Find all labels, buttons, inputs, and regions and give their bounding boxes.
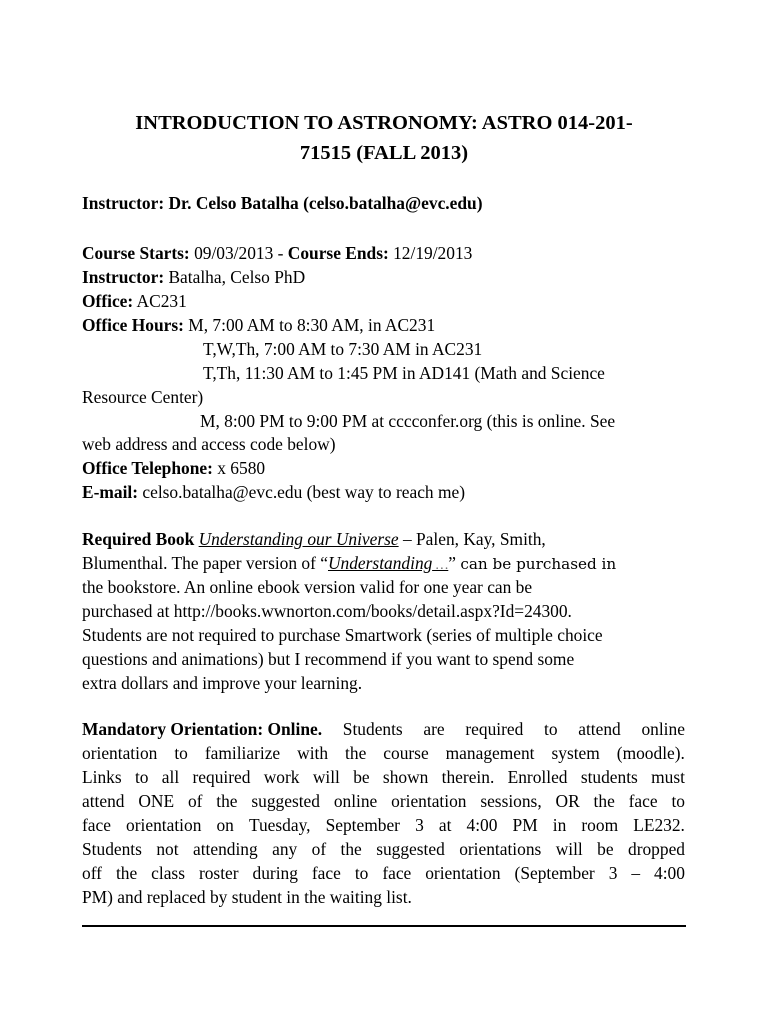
book-label: Required Book bbox=[82, 529, 195, 549]
instructor-label: Instructor: bbox=[82, 267, 165, 287]
book-line-5: Students are not required to purchase Smartwork (series of multiple choice bbox=[82, 625, 603, 645]
orientation-line-1 bbox=[82, 719, 685, 740]
orientation-word: roster bbox=[198, 863, 239, 883]
orientation-line-3 bbox=[82, 767, 685, 788]
orientation-word: orientation bbox=[82, 743, 158, 763]
office-hours-line-3: T,Th, 11:30 AM to 1:45 PM in AD141 (Math and Science bbox=[203, 363, 605, 383]
orientation-word: Links bbox=[82, 767, 122, 787]
orientation-word: course bbox=[383, 743, 429, 763]
orientation-word: room bbox=[581, 815, 619, 835]
orientation-word: 3 bbox=[608, 863, 618, 883]
orientation-word: suggested bbox=[251, 791, 320, 811]
orientation-word: face bbox=[628, 791, 658, 811]
book-line-2-c: can be purchased in bbox=[460, 555, 617, 573]
orientation-word: work bbox=[263, 767, 300, 787]
title-line-1: INTRODUCTION TO ASTRONOMY: ASTRO 014-201- bbox=[135, 112, 633, 134]
orientation-word: face bbox=[82, 815, 111, 835]
orientation-word: required bbox=[465, 719, 524, 739]
orientation-word: 3 bbox=[415, 815, 424, 835]
orientation-word: not bbox=[156, 839, 179, 859]
orientation-word: attend bbox=[82, 791, 125, 811]
office-hours-line-5: M, 8:00 PM to 9:00 PM at cccconfer.org (this is online. See bbox=[200, 411, 616, 431]
email-label: E-mail: bbox=[82, 482, 139, 502]
book-line-4: purchased at http://books.wwnorton.com/books/detail.aspx?Id=24300. bbox=[82, 601, 572, 621]
orientation-line-4 bbox=[82, 791, 685, 812]
orientation-word: September bbox=[325, 815, 400, 835]
orientation-word: with bbox=[297, 743, 329, 763]
page-title bbox=[82, 108, 686, 168]
book-authors: – Palen, Kay, Smith, bbox=[398, 529, 546, 549]
orientation-word: online bbox=[333, 791, 378, 811]
orientation-word: be bbox=[353, 767, 370, 787]
orientation-word: will bbox=[555, 839, 583, 859]
orientation-word: will bbox=[312, 767, 340, 787]
orientation-word: OR bbox=[555, 791, 580, 811]
orientation-line-6 bbox=[82, 839, 685, 860]
orientation-word: (September bbox=[514, 863, 595, 883]
course-ends-value: 12/19/2013 bbox=[388, 243, 473, 263]
orientation-word: must bbox=[651, 767, 685, 787]
office-label: Office: bbox=[82, 291, 134, 311]
orientation-word: Students bbox=[342, 719, 403, 739]
orientation-word: attend bbox=[578, 719, 621, 739]
orientation-word: Students bbox=[82, 839, 142, 859]
orientation-line-8: PM) and replaced by student in the waiting list. bbox=[82, 887, 412, 907]
orientation-word: familiarize bbox=[204, 743, 281, 763]
book-line-1 bbox=[82, 529, 546, 550]
course-dates bbox=[82, 243, 472, 264]
office-hours-line-1: M, 7:00 AM to 8:30 AM, in AC231 bbox=[183, 315, 436, 335]
email-value: celso.batalha@evc.edu (best way to reach me) bbox=[138, 482, 465, 502]
orientation-word: online bbox=[641, 719, 685, 739]
orientation-word: 4:00 bbox=[654, 863, 685, 883]
orientation-word: to bbox=[671, 791, 685, 811]
orientation-word: LE232. bbox=[633, 815, 685, 835]
office-row bbox=[82, 291, 187, 312]
orientation-line-2 bbox=[82, 743, 685, 764]
orientation-word: be bbox=[597, 839, 614, 859]
orientation-word: suggested bbox=[376, 839, 445, 859]
section-divider bbox=[82, 925, 686, 927]
office-value: AC231 bbox=[133, 291, 187, 311]
orientation-word: to bbox=[174, 743, 188, 763]
telephone-label: Office Telephone: bbox=[82, 458, 213, 478]
email-row bbox=[82, 482, 465, 503]
orientation-word: orientation bbox=[126, 815, 202, 835]
orientation-word: therein. bbox=[441, 767, 495, 787]
course-starts-value: 09/03/2013 - bbox=[189, 243, 288, 263]
orientation-word: the bbox=[593, 791, 615, 811]
orientation-line-7 bbox=[82, 863, 685, 884]
orientation-word: (moodle). bbox=[616, 743, 685, 763]
orientation-word: dropped bbox=[628, 839, 685, 859]
orientation-word: to bbox=[544, 719, 558, 739]
book-short-title-text: Understanding bbox=[327, 553, 433, 573]
office-hours-row bbox=[82, 315, 435, 336]
office-hours-line-2: T,W,Th, 7:00 AM to 7:30 AM in AC231 bbox=[203, 339, 483, 359]
orientation-word: during bbox=[252, 863, 298, 883]
orientation-word: to bbox=[134, 767, 149, 787]
orientation-word: Enrolled bbox=[507, 767, 568, 787]
orientation-word: of bbox=[187, 791, 203, 811]
book-line-2-b: ” bbox=[448, 553, 461, 573]
orientation-word: ONE bbox=[138, 791, 175, 811]
orientation-word: all bbox=[161, 767, 180, 787]
orientation-word: are bbox=[423, 719, 445, 739]
instructor-row bbox=[82, 267, 305, 288]
telephone-row bbox=[82, 458, 265, 479]
orientation-word: in bbox=[552, 815, 567, 835]
orientation-word: the bbox=[216, 791, 238, 811]
orientation-word: required bbox=[192, 767, 251, 787]
book-line-7: extra dollars and improve your learning. bbox=[82, 673, 363, 693]
book-ellipsis: … bbox=[432, 558, 449, 573]
office-hours-line-4: Resource Center) bbox=[82, 387, 204, 407]
book-short-title bbox=[328, 553, 448, 573]
orientation-word: any bbox=[272, 839, 298, 859]
orientation-word: the bbox=[340, 839, 362, 859]
book-line-3: the bookstore. An online ebook version valid for one year can be bbox=[82, 577, 533, 597]
orientation-word: sessions, bbox=[480, 791, 542, 811]
orientation-word: 4:00 bbox=[466, 815, 498, 835]
orientation-word: off bbox=[82, 863, 102, 883]
orientation-word: students bbox=[580, 767, 638, 787]
book-line-2 bbox=[82, 553, 616, 574]
orientation-word: on bbox=[216, 815, 234, 835]
orientation-word: face bbox=[382, 863, 412, 883]
orientation-line-5 bbox=[82, 815, 685, 836]
orientation-word: PM bbox=[512, 815, 538, 835]
orientation-word: the bbox=[345, 743, 367, 763]
orientation-word: orientations bbox=[459, 839, 542, 859]
course-starts-label: Course Starts: bbox=[82, 243, 190, 263]
orientation-word: attending bbox=[192, 839, 258, 859]
orientation-word: system bbox=[551, 743, 600, 763]
orientation-word: to bbox=[354, 863, 369, 883]
orientation-word: orientation bbox=[391, 791, 467, 811]
instructor-value: Batalha, Celso PhD bbox=[164, 267, 306, 287]
orientation-word: at bbox=[438, 815, 452, 835]
instructor-heading: Instructor: Dr. Celso Batalha (celso.batalha@evc.edu) bbox=[82, 193, 483, 213]
orientation-word: – bbox=[631, 863, 641, 883]
course-ends-label: Course Ends: bbox=[287, 243, 389, 263]
book-line-2-a: Blumenthal. The paper version of “ bbox=[82, 553, 328, 573]
book-title: Understanding our Universe bbox=[198, 529, 399, 549]
office-hours-label: Office Hours: bbox=[82, 315, 184, 335]
office-hours-line-6: web address and access code below) bbox=[82, 434, 336, 454]
orientation-word: Tuesday, bbox=[248, 815, 311, 835]
orientation-word: the bbox=[115, 863, 138, 883]
orientation-label: Mandatory Orientation: Online. bbox=[82, 719, 323, 739]
orientation-word: face bbox=[311, 863, 341, 883]
orientation-word: class bbox=[151, 863, 185, 883]
orientation-word: of bbox=[311, 839, 327, 859]
orientation-word: orientation bbox=[425, 863, 501, 883]
title-line-2: 71515 (FALL 2013) bbox=[299, 142, 469, 164]
orientation-word: management bbox=[445, 743, 535, 763]
book-line-6: questions and animations) but I recommend if you want to spend some bbox=[82, 649, 575, 669]
telephone-value: x 6580 bbox=[212, 458, 266, 478]
orientation-word: shown bbox=[382, 767, 429, 787]
